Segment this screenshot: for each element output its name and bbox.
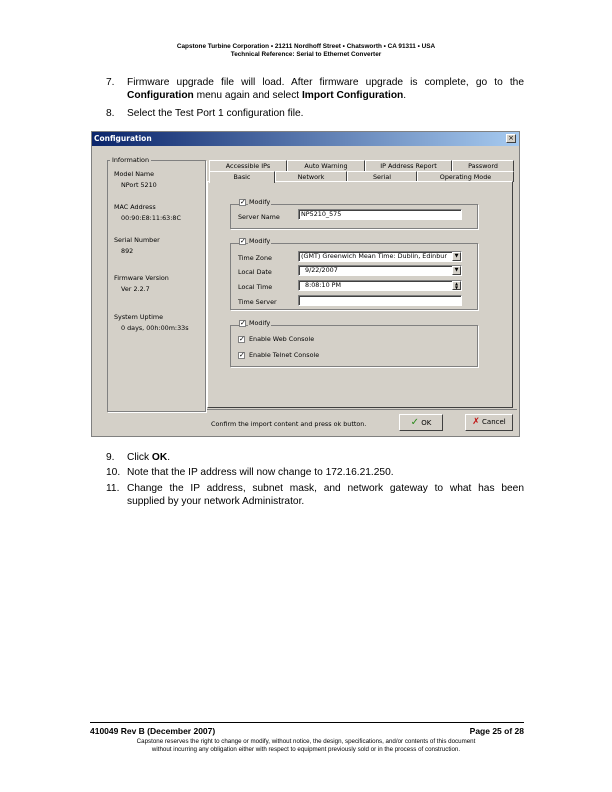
time-zone-value: (GMT) Greenwich Mean Time: Dublin, Edinbur (301, 252, 447, 260)
step-number: 8. (106, 108, 115, 119)
dialog-title: Configuration (94, 134, 152, 143)
footer-divider (90, 722, 524, 723)
modify-checkbox-2[interactable]: ✓ (240, 237, 246, 245)
local-date-value: 9/22/2007 (305, 266, 338, 274)
modify-label-3: Modify (249, 319, 271, 327)
chevron-down-icon[interactable]: ▼ (452, 252, 461, 261)
step-number: 9. (106, 452, 115, 463)
local-date-label: Local Date (238, 268, 272, 276)
local-time-spinner[interactable] (298, 280, 462, 291)
step-text-post: . (167, 452, 171, 463)
dialog-titlebar[interactable] (92, 132, 519, 146)
footer-page-number: Page 25 of 28 (469, 726, 524, 736)
local-time-label: Local Time (238, 283, 273, 291)
status-message: Confirm the import content and press ok button. (211, 420, 367, 428)
firmware-version-label: Firmware Version (114, 274, 169, 282)
footer-disclaimer-line2: without incurring any obligation either with respect to equipment previously sold or in the process of construction. (151, 746, 461, 753)
serial-number-value: 892 (121, 247, 134, 255)
step-text-line2 (127, 89, 524, 102)
cancel-button[interactable] (465, 414, 513, 431)
modify-checkbox-1[interactable]: ✓ (240, 198, 246, 206)
ok-button-label: OK (421, 419, 432, 427)
tab-ip-address-report[interactable]: IP Address Report (365, 160, 452, 171)
footer-disclaimer-line1: Capstone reserves the right to change or modify, without notice, the design, specifications, and/or contents of this document (136, 738, 476, 745)
step-10 (106, 466, 524, 479)
step-9 (106, 451, 524, 464)
bold-ok: OK (151, 452, 168, 463)
chevron-down-icon[interactable]: ▼ (452, 266, 461, 275)
step-text: Select the Test Port 1 configuration file. (127, 108, 304, 119)
step-text-end: . (403, 90, 407, 101)
time-server-label: Time Server (238, 298, 277, 306)
close-button[interactable]: × (506, 134, 516, 143)
step-text-line2: supplied by your network Administrator. (127, 496, 305, 507)
step-7 (106, 76, 524, 102)
header-address: Capstone Turbine Corporation • 21211 Nordhoff Street • Chatsworth • CA 91311 • USA (176, 43, 436, 50)
step-number: 10. (106, 467, 121, 478)
modify-label-2: Modify (249, 237, 271, 245)
tab-network[interactable]: Network (275, 171, 347, 182)
step-text: Note that the IP address will now change to 172.16.21.250. (127, 467, 394, 478)
model-name-value: NPort 5210 (121, 181, 157, 189)
bold-configuration: Configuration (127, 90, 194, 101)
tab-operating-mode[interactable]: Operating Mode (417, 171, 514, 182)
tab-serial[interactable]: Serial (347, 171, 417, 182)
local-date-picker[interactable] (298, 265, 462, 276)
tab-password[interactable]: Password (452, 160, 514, 171)
tab-basic[interactable]: Basic (209, 171, 275, 183)
step-text-line1: Change the IP address, subnet mask, and network gateway to what has been (127, 483, 524, 494)
ok-button[interactable] (399, 414, 443, 431)
step-text-pre: Click (127, 452, 152, 463)
step-text-mid: menu again and select (193, 90, 302, 101)
server-name-label: Server Name (238, 213, 280, 221)
web-console-label: Enable Web Console (249, 335, 315, 343)
model-name-label: Model Name (114, 170, 155, 178)
step-text (127, 451, 524, 464)
tab-accessible-ips[interactable]: Accessible IPs (209, 160, 287, 171)
step-text-line1: Firmware upgrade file will load. After firmware upgrade is complete, go to the (127, 77, 524, 88)
time-zone-select[interactable] (298, 251, 462, 262)
step-number: 7. (106, 77, 115, 88)
time-server-input[interactable] (298, 295, 462, 306)
telnet-console-label: Enable Telnet Console (249, 351, 320, 359)
serial-number-label: Serial Number (114, 236, 160, 244)
modify-checkbox-3[interactable]: ✓ (240, 319, 246, 327)
cross-icon: ✗ (472, 417, 480, 427)
web-console-checkbox[interactable]: ✓ (239, 335, 245, 343)
checkmark-icon: ✓ (410, 417, 420, 428)
time-zone-label: Time Zone (238, 254, 272, 262)
local-time-value: 8:08:10 PM (305, 281, 342, 289)
server-name-input[interactable]: NP5210_575 (298, 209, 462, 220)
modify-label-1: Modify (249, 198, 271, 206)
console-group (230, 325, 478, 367)
footer-doc-id: 410049 Rev B (December 2007) (90, 726, 216, 736)
configuration-dialog (91, 131, 520, 437)
mac-address-label: MAC Address (114, 203, 156, 211)
step-number: 11. (106, 483, 120, 494)
spinner-arrows-icon[interactable]: ▲ ▼ (452, 281, 461, 290)
telnet-console-checkbox[interactable]: ✓ (239, 351, 245, 359)
system-uptime-label: System Uptime (114, 313, 164, 321)
system-uptime-value: 0 days, 00h:00m:33s (121, 324, 189, 332)
bold-import-configuration: Import Configuration (301, 90, 404, 101)
cancel-button-label: Cancel (482, 418, 506, 426)
firmware-version-value: Ver 2.2.7 (121, 285, 150, 293)
step-11 (106, 482, 524, 508)
header-subtitle: Technical Reference: Serial to Ethernet Converter (230, 51, 382, 58)
mac-address-value: 00:90:E8:11:63:8C (121, 214, 181, 222)
tab-auto-warning[interactable]: Auto Warning (287, 160, 365, 171)
step-8 (106, 107, 524, 120)
information-heading: Information (112, 156, 149, 164)
